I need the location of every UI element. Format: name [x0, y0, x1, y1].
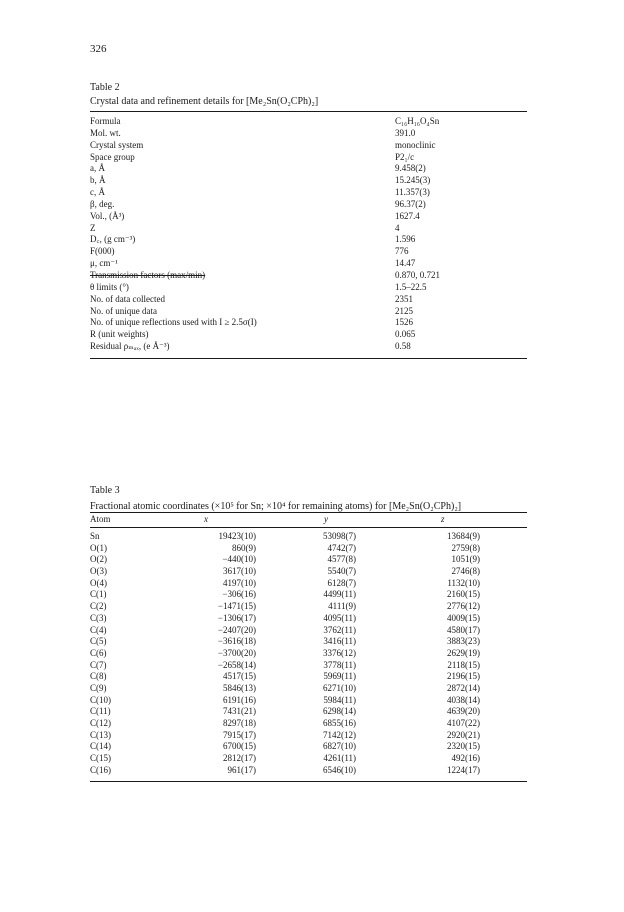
- table3-row: [90, 718, 527, 730]
- table3-cell-z: 2759(8): [451, 542, 480, 553]
- table2-value: C₁₆H₁₆O₄Sn: [395, 116, 440, 126]
- table2-value: 2351: [395, 293, 413, 304]
- table3-cell-z: 2629(19): [447, 647, 480, 658]
- table2-parameter: No. of data collected: [90, 293, 165, 304]
- table3-cell-z: 2320(15): [447, 741, 480, 752]
- table2-value: 1.596: [395, 234, 416, 245]
- table3-cell-x: 961(17): [227, 764, 256, 775]
- table2-value: 2125: [395, 305, 413, 316]
- table3-cell-x: 2812(17): [223, 753, 256, 764]
- table3-cell-z: 1224(17): [447, 764, 480, 775]
- table2-value: 96.37(2): [395, 198, 426, 209]
- table3-cell-y: 4261(11): [323, 753, 356, 764]
- table3-cell-y: 6128(7): [327, 577, 356, 588]
- table2-row: [90, 282, 527, 294]
- table2-row: [90, 163, 527, 175]
- table3-cell-y: 5969(11): [323, 671, 356, 682]
- table3-cell-x: −440(10): [222, 554, 256, 565]
- table2-row: [90, 152, 527, 164]
- table2-parameter: a, Å: [90, 163, 105, 174]
- table3-cell-z: 2118(15): [447, 659, 480, 670]
- table3-cell-z: 4038(14): [447, 694, 480, 705]
- table2-parameter: F(000): [90, 246, 115, 257]
- table3-row: [90, 554, 527, 566]
- table3-cell-y: 53098(7): [323, 531, 356, 541]
- table2-row: [90, 223, 527, 235]
- table3-cell-y: 6855(16): [323, 718, 356, 728]
- table3-cell-x: 4517(15): [223, 671, 256, 682]
- table3-cell-x: 6700(15): [223, 741, 256, 752]
- page-number: 326: [90, 43, 107, 55]
- table2-row: [90, 317, 527, 329]
- table3-header-atom: Atom: [90, 514, 111, 524]
- table2-row: [90, 306, 527, 318]
- table3-row: [90, 765, 527, 777]
- table3-cell-atom: Sn: [90, 531, 100, 541]
- table2-parameter: Residual ρₘₐₓ, (e Å⁻³): [90, 341, 170, 352]
- table3-cell-x: 7915(17): [223, 729, 256, 740]
- table2-parameter: R (unit weights): [90, 329, 149, 340]
- table2-value: 776: [395, 246, 409, 257]
- table3-row: [90, 601, 527, 613]
- table2-value: 0.58: [395, 341, 411, 352]
- table3-header-row: [90, 513, 527, 525]
- table2-row: [90, 116, 527, 128]
- table3-header-y: y: [324, 514, 328, 524]
- table3-cell-atom: C(6): [90, 647, 107, 658]
- table2-parameter: No. of unique reflections used with I ≥ 2.5σ(I): [90, 317, 257, 328]
- table2-body: [90, 116, 527, 353]
- table3-bottom-rule: [90, 781, 527, 782]
- table3-cell-z: 2920(21): [447, 729, 480, 740]
- table3-cell-x: −1471(15): [217, 601, 256, 612]
- table3-row: [90, 683, 527, 695]
- table3-row: [90, 636, 527, 648]
- table3-cell-atom: C(1): [90, 589, 107, 600]
- table2-top-rule: [90, 111, 527, 112]
- table2-value: 15.245(3): [395, 175, 431, 186]
- table3-cell-x: 860(9): [232, 542, 256, 553]
- table3-cell-atom: C(15): [90, 753, 111, 764]
- table2-value: 391.0: [395, 127, 416, 138]
- table3-cell-y: 4742(7): [327, 542, 356, 553]
- table3-row: [90, 695, 527, 707]
- table2-parameter: Space group: [90, 151, 135, 162]
- table3-cell-atom: C(9): [90, 682, 107, 693]
- table3-row: [90, 648, 527, 660]
- table3-row: [90, 671, 527, 683]
- table3-cell-x: −306(16): [222, 589, 256, 600]
- table3-cell-z: 2872(14): [447, 682, 480, 693]
- table3-cell-x: −3616(18): [217, 636, 256, 647]
- table3-cell-z: 1132(10): [447, 577, 480, 588]
- table3-cell-y: 5540(7): [327, 566, 356, 577]
- table2-row: [90, 258, 527, 270]
- table2-value: 14.47: [395, 258, 416, 269]
- table2-row: [90, 199, 527, 211]
- table3-cell-y: 6298(14): [323, 706, 356, 717]
- table2-row: [90, 246, 527, 258]
- table3-row: [90, 589, 527, 601]
- table3-cell-y: 3778(11): [323, 659, 356, 670]
- table2-value: P2₁/c: [395, 151, 415, 162]
- table3-cell-y: 3376(12): [323, 647, 356, 658]
- table3-cell-y: 5984(11): [323, 694, 356, 705]
- table3-cell-atom: C(2): [90, 601, 107, 612]
- table3-cell-x: 5846(13): [223, 682, 256, 693]
- table2-value: 9.458(2): [395, 163, 426, 174]
- table2-parameter: No. of unique data: [90, 305, 157, 316]
- table3-cell-atom: C(7): [90, 659, 107, 670]
- table2-bottom-rule: [90, 358, 527, 359]
- table2-value: monoclinic: [395, 139, 436, 150]
- table2-row: [90, 341, 527, 353]
- table3-row: [90, 566, 527, 578]
- table3-cell-x: 7431(21): [223, 706, 256, 717]
- table3-cell-x: 19423(10): [218, 531, 256, 541]
- table3-row: [90, 531, 527, 543]
- table2-label: Table 2: [90, 82, 120, 93]
- table3-cell-y: 6271(10): [323, 682, 356, 693]
- table3-cell-atom: C(5): [90, 636, 107, 647]
- table3-cell-x: −1306(17): [217, 612, 256, 623]
- table3-cell-atom: O(4): [90, 577, 107, 588]
- table2-parameter: Vol., (Å³): [90, 210, 125, 221]
- table3-cell-y: 4499(11): [323, 589, 356, 600]
- table2-value: 1627.4: [395, 210, 420, 221]
- table3-row: [90, 706, 527, 718]
- table2-value: 4: [395, 222, 400, 233]
- table3-row: [90, 578, 527, 590]
- table3-cell-x: −3700(20): [217, 647, 256, 658]
- table3-row: [90, 613, 527, 625]
- table2-parameter: μ, cm⁻¹: [90, 258, 118, 269]
- table2-value: 11.357(3): [395, 187, 430, 198]
- table2-row: [90, 140, 527, 152]
- table2-row: [90, 294, 527, 306]
- table2-row: [90, 128, 527, 140]
- table3-cell-y: 4577(8): [327, 554, 356, 565]
- table2-row: [90, 234, 527, 246]
- table3-cell-z: 13684(9): [447, 531, 480, 541]
- table2-row: [90, 175, 527, 187]
- table3-cell-atom: C(3): [90, 612, 107, 623]
- table3-cell-atom: C(10): [90, 694, 111, 705]
- table2-parameter: b, Å: [90, 175, 106, 186]
- table2-parameter: Transmission factors (max/min): [90, 269, 206, 280]
- table3-cell-atom: C(14): [90, 741, 111, 752]
- table3-cell-z: 4107(22): [447, 718, 480, 728]
- table2-parameter: Z: [90, 222, 96, 233]
- table3-cell-z: 1051(9): [451, 554, 480, 565]
- table2-value: 0.065: [395, 329, 416, 340]
- table3-row: [90, 753, 527, 765]
- table3-row: [90, 625, 527, 637]
- table3-cell-z: 4639(20): [447, 706, 480, 717]
- table3-cell-y: 7142(12): [323, 729, 356, 740]
- table3-row: [90, 730, 527, 742]
- table3-cell-x: 8297(18): [223, 718, 256, 728]
- table3-cell-z: 2196(15): [447, 671, 480, 682]
- table3-cell-x: 6191(16): [223, 694, 256, 705]
- table2-title: Crystal data and refinement details for [Me₂Sn(O₂CPh)₂]: [90, 96, 319, 107]
- table3-cell-z: 2776(12): [447, 601, 480, 612]
- table2-row: [90, 211, 527, 223]
- table3-cell-z: 3883(23): [447, 636, 480, 647]
- table3-header-rule: [90, 527, 527, 528]
- table3-row: [90, 741, 527, 753]
- table2-parameter: D꜀, (g cm⁻³): [90, 234, 136, 245]
- table2-parameter: θ limits (°): [90, 281, 129, 292]
- table3-cell-atom: C(16): [90, 764, 111, 775]
- table3-cell-x: 4197(10): [223, 577, 256, 588]
- table3-cell-atom: O(2): [90, 554, 107, 565]
- table3-cell-atom: C(11): [90, 706, 111, 717]
- table3-cell-y: 3416(11): [323, 636, 356, 647]
- table3-cell-z: 2160(15): [447, 589, 480, 600]
- table3-cell-atom: C(8): [90, 671, 107, 682]
- table3-cell-y: 6546(10): [323, 764, 356, 775]
- table2-value: 1.5–22.5: [395, 281, 427, 292]
- table2-value: 0.870, 0.721: [395, 269, 440, 280]
- table3-row: [90, 660, 527, 672]
- table2-row: [90, 187, 527, 199]
- table3-cell-atom: C(13): [90, 729, 111, 740]
- table3-label: Table 3: [90, 485, 120, 496]
- table3-cell-y: 6827(10): [323, 741, 356, 752]
- table3-cell-x: −2407(20): [217, 624, 256, 635]
- table2-parameter: c, Å: [90, 187, 105, 198]
- table3-cell-x: 3617(10): [223, 566, 256, 577]
- table3-cell-z: 4580(17): [447, 624, 480, 635]
- table2-parameter: Crystal system: [90, 139, 144, 150]
- table3-title: Fractional atomic coordinates (×10⁵ for Sn; ×10⁴ for remaining atoms) for [Me₂Sn(O₂CPh)₂]: [90, 501, 462, 512]
- table2-parameter: β, deg.: [90, 198, 115, 209]
- table3-cell-z: 2746(8): [451, 566, 480, 577]
- table3-cell-z: 4009(15): [447, 612, 480, 623]
- table3-cell-z: 492(16): [451, 753, 480, 764]
- table3-row: [90, 543, 527, 555]
- table3-header-x: x: [204, 514, 208, 524]
- table2-row: [90, 270, 527, 282]
- table3-cell-atom: O(1): [90, 542, 107, 553]
- table3-cell-atom: C(12): [90, 718, 111, 728]
- table3-cell-y: 4095(11): [323, 612, 356, 623]
- table2-parameter: Formula: [90, 116, 121, 126]
- table3-cell-y: 4111(9): [328, 601, 356, 612]
- table2-row: [90, 329, 527, 341]
- table3-header-z: z: [441, 514, 445, 524]
- table3-cell-x: −2658(14): [217, 659, 256, 670]
- table3-cell-y: 3762(11): [323, 624, 356, 635]
- table3-cell-atom: O(3): [90, 566, 107, 577]
- table2-value: 1526: [395, 317, 413, 328]
- table3-cell-atom: C(4): [90, 624, 107, 635]
- table2-parameter: Mol. wt.: [90, 127, 121, 138]
- table3-body: [90, 531, 527, 776]
